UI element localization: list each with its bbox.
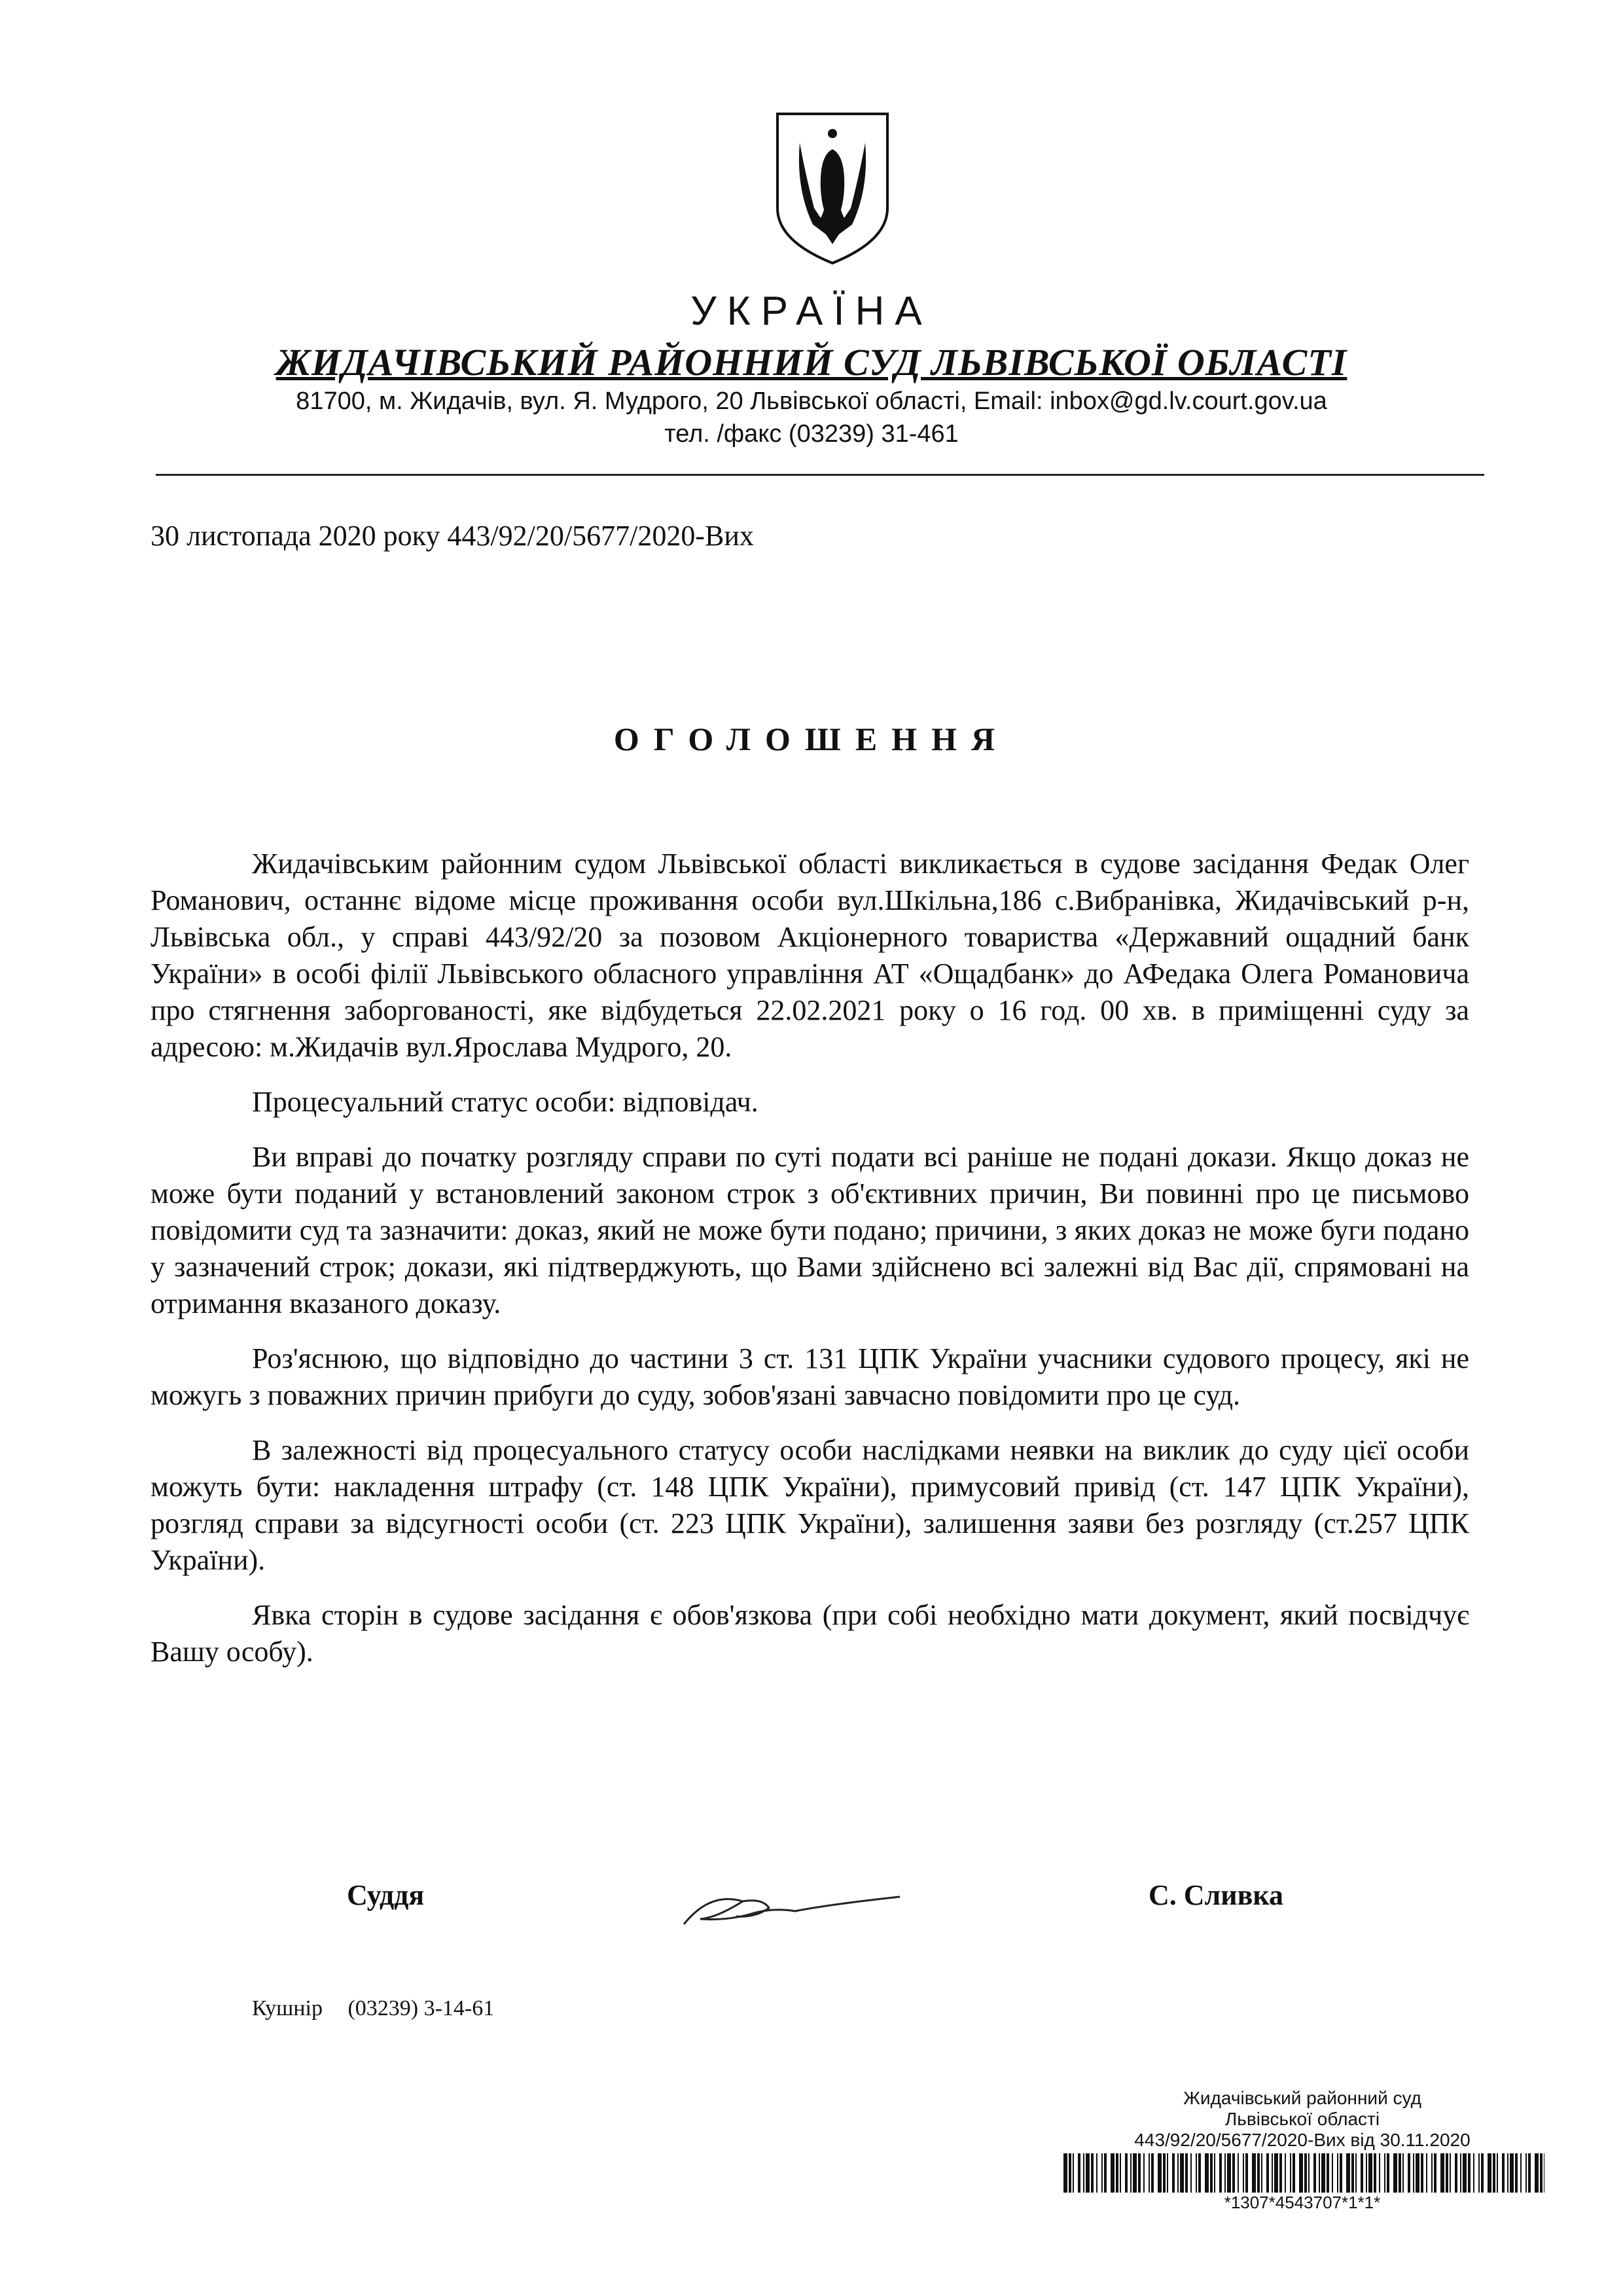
paragraph-explanation: Роз'яснюю, що відповідно до частини 3 ст. 131 ЦПК України учасники судового процесу, які не можугь з поважних причин прибуги до суду, зобов'язані завчасно повідомити про це суд. xyxy=(151,1342,1469,1411)
header-divider xyxy=(156,474,1484,476)
court-name: ЖИДАЧІВСЬКИЙ РАЙОННИЙ СУД ЛЬВІВСЬКОЇ ОБЛАСТІ xyxy=(276,341,1347,384)
paragraph-consequences: В залежності від процесуального статусу особи наслідками неявки на виклик до суду цієї особи можуть бути: накладення штрафу (ст. 148 ЦПК України), примусовий привід (ст. 147 ЦПК України), розгляд справи за відсугності особи (ст. 223 ЦПК України), залишення заяви без розгляду (ст.257 ЦПК України). xyxy=(151,1434,1469,1576)
document-body xyxy=(151,846,1469,1689)
country-name: УКРАЇНА xyxy=(690,289,933,334)
paragraph-evidence: Ви вправі до початку розгляду справи по суті подати всі раніше не подані докази. Якщо доказ не може бути поданий у встановлений законом строк з об'єктивних причин, Ви повинні про це письмово повідомити суд та зазначити: доказ, який не може бути подано; причини, з яких доказ не може буги подано у зазначений строк; докази, які підтверджують, що Вами здійснено всі залежні від Вас дії, спрямовані на отримання вказаного доказу. xyxy=(151,1141,1469,1319)
court-phone: тел. /факс (03239) 31-461 xyxy=(664,420,959,448)
signatory-name: С. Сливка xyxy=(1149,1879,1284,1911)
barcode-code: *1307*4543707*1*1* xyxy=(1224,2193,1381,2212)
contact-phone: (03239) 3-14-61 xyxy=(348,1996,495,2020)
paragraph-attendance: Явка сторін в судове засідання є обов'язкова (при собі необхідно мати документ, який посвідчує Вашу особу). xyxy=(151,1599,1469,1668)
coat-of-arms-icon xyxy=(774,110,891,267)
registry-stamp xyxy=(1060,2088,1544,2151)
signatory-title: Суддя xyxy=(347,1879,425,1911)
stamp-reference: 443/92/20/5677/2020-Вих від 30.11.2020 xyxy=(1134,2130,1471,2150)
contact-name: Кушнір xyxy=(252,1996,323,2020)
contact-line xyxy=(252,1996,514,2021)
court-address: 81700, м. Жидачів, вул. Я. Мудрого, 20 Львівської області, Email: inbox@gd.lv.court.gov.ua xyxy=(296,387,1327,415)
handwritten-signature-icon xyxy=(671,1878,906,1937)
outgoing-reference: 30 листопада 2020 року 443/92/20/5677/2020-Вих xyxy=(151,520,754,552)
barcode-icon xyxy=(1063,2153,1544,2193)
stamp-court: Жидачівський районний суд xyxy=(1183,2088,1421,2108)
paragraph-status: Процесуальний статус особи: відповідач. xyxy=(252,1086,758,1118)
document-heading: ОГОЛОШЕННЯ xyxy=(613,721,1010,757)
paragraph-summons: Жидачівським районним судом Львівської області викликається в судове засідання Федак Олег Романович, останнє відоме місце проживання особи вул.Шкільна,186 с.Вибранівка, Жидачівський р-н, Львівська обл., у справі 443/92/20 за позовом Акціонерного товариства «Державний ощадний банк України» в особі філії Львівського обласного управління АТ «Ощадбанк» до АФедака Олега Романовича про стягнення заборгованості, яке відбудеться 22.02.2021 року о 16 год. 00 хв. в приміщенні суду за адресою: м.Жидачів вул.Ярослава Мудрого, 20. xyxy=(151,848,1469,1063)
stamp-region: Львівської області xyxy=(1224,2109,1380,2129)
